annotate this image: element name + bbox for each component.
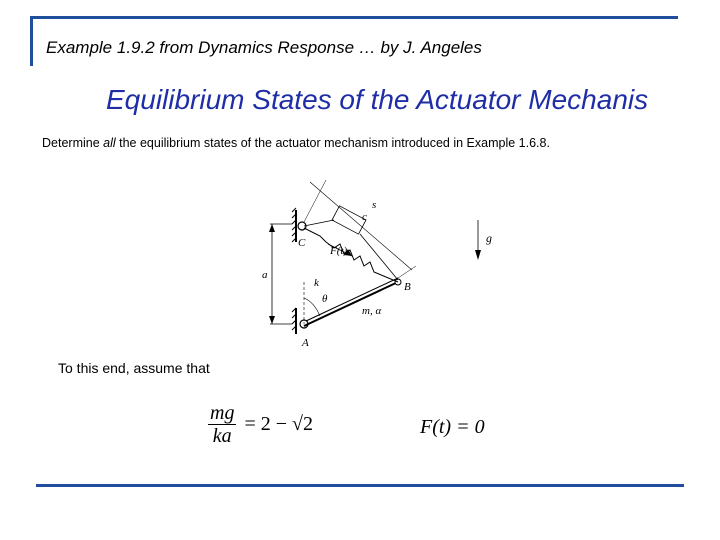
label-C: C — [298, 237, 306, 249]
footer-rule — [36, 484, 684, 487]
upper-wall — [292, 208, 296, 242]
equation-ratio — [208, 402, 313, 447]
slide-title: Equilibrium States of the Actuator Mechanis — [106, 84, 649, 115]
intro-text — [42, 136, 550, 150]
header-left-rule — [30, 16, 33, 66]
dim-s-line — [310, 182, 412, 270]
label-g: g — [486, 231, 492, 245]
theta-arc — [304, 298, 320, 316]
damper-cylinder — [332, 206, 366, 234]
gravity-arrowhead — [475, 250, 481, 260]
dim-a-arrow-down — [269, 316, 275, 324]
equation-force: F(t) = 0 — [420, 416, 485, 438]
label-theta: θ — [322, 293, 328, 305]
damper-rod — [304, 220, 334, 226]
label-k: k — [314, 277, 319, 289]
link-ab-edge — [306, 278, 398, 321]
lower-wall — [292, 308, 296, 334]
label-s: s — [372, 199, 377, 211]
label-c: c — [362, 211, 367, 223]
intro-after: the equilibrium states of the actuator mechanism introduced in Example 1.6.8. — [115, 136, 550, 150]
damper-link — [360, 234, 398, 280]
label-F: F(t) — [330, 245, 348, 257]
dim-s-ext2 — [398, 266, 416, 278]
label-A: A — [302, 337, 309, 349]
actuator-mechanism-figure — [248, 162, 510, 352]
fraction-denominator: ka — [212, 425, 232, 447]
intro-before: Determine — [42, 136, 104, 150]
equation-rhs: = 2 − √2 — [244, 413, 313, 435]
header-top-rule — [30, 16, 678, 19]
slide-subtitle: Example 1.9.2 from Dynamics Response … by J. Angeles — [46, 38, 482, 57]
label-a: a — [262, 269, 268, 281]
fraction-numerator: mg — [210, 402, 235, 424]
label-B: B — [404, 281, 411, 293]
intro-emphasis: all — [103, 136, 116, 150]
fraction — [208, 402, 236, 447]
assumption-text: To this end, assume that — [58, 360, 210, 376]
dim-a-arrow-up — [269, 224, 275, 232]
label-m-alpha: m, α — [362, 305, 382, 317]
